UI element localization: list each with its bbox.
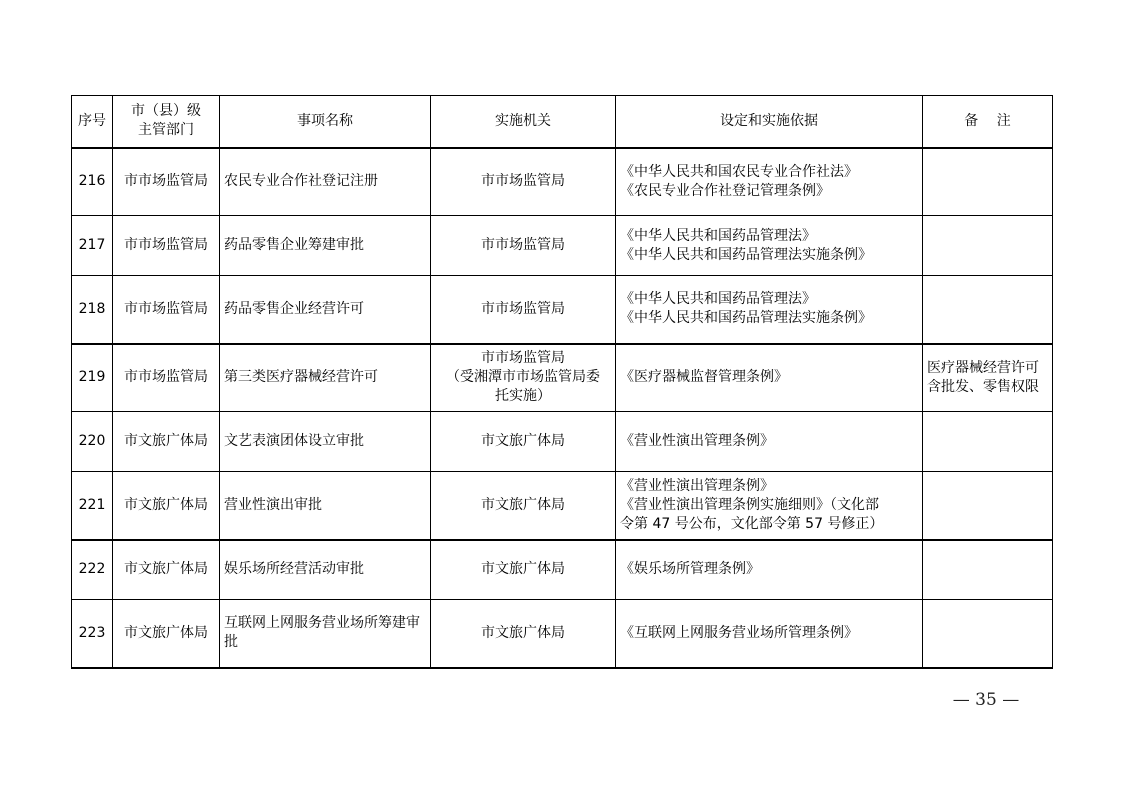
basis-line: 《医疗器械监督管理条例》 — [620, 369, 788, 386]
authority-line: 市文旅广体局 — [481, 496, 565, 513]
cell-dept: 市市场监管局 — [113, 276, 220, 344]
cell-authority — [431, 276, 616, 344]
header-dept — [113, 96, 220, 148]
cell-item: 药品零售企业筹建审批 — [220, 216, 431, 276]
cell-authority — [431, 540, 616, 600]
cell-remark — [923, 600, 1053, 668]
cell-seq: 218 — [72, 276, 113, 344]
basis-line: 《中华人民共和国药品管理法》 — [620, 227, 816, 244]
table-row — [72, 216, 1053, 276]
authority-line: 市文旅广体局 — [481, 624, 565, 641]
basis-line: 令第 47 号公布，文化部令第 57 号修正） — [620, 515, 884, 532]
cell-authority — [431, 472, 616, 540]
cell-item: 农民专业合作社登记注册 — [220, 148, 431, 216]
cell-authority — [431, 216, 616, 276]
cell-authority — [431, 344, 616, 412]
header-seq: 序号 — [72, 96, 113, 148]
cell-dept: 市文旅广体局 — [113, 412, 220, 472]
cell-remark — [923, 540, 1053, 600]
cell-remark — [923, 276, 1053, 344]
authority-line: 市文旅广体局 — [481, 433, 565, 449]
cell-seq: 217 — [72, 216, 113, 276]
cell-item: 娱乐场所经营活动审批 — [220, 540, 431, 600]
basis-line: 《中华人民共和国农民专业合作社法》 — [620, 163, 858, 180]
table-row — [72, 540, 1053, 600]
cell-seq: 216 — [72, 148, 113, 216]
cell-remark — [923, 148, 1053, 216]
table-row — [72, 472, 1053, 540]
table-row — [72, 276, 1053, 344]
authority-line: 市市场监管局 — [481, 300, 565, 317]
cell-basis — [616, 600, 923, 668]
header-item: 事项名称 — [220, 96, 431, 148]
cell-dept: 市市场监管局 — [113, 148, 220, 216]
cell-dept: 市文旅广体局 — [113, 600, 220, 668]
header-remark: 备 注 — [923, 96, 1053, 148]
cell-basis — [616, 344, 923, 412]
cell-basis — [616, 216, 923, 276]
cell-dept: 市市场监管局 — [113, 216, 220, 276]
basis-line: 《营业性演出管理条例》 — [620, 433, 774, 449]
cell-dept: 市文旅广体局 — [113, 472, 220, 540]
cell-item: 药品零售企业经营许可 — [220, 276, 431, 344]
cell-remark — [923, 216, 1053, 276]
cell-item: 营业性演出审批 — [220, 472, 431, 540]
cell-item: 互联网上网服务营业场所筹建审批 — [220, 600, 431, 668]
cell-authority — [431, 600, 616, 668]
authority-line: （受湘潭市市场监管局委 — [446, 369, 600, 386]
basis-line: 《农民专业合作社登记管理条例》 — [620, 182, 830, 199]
cell-seq: 219 — [72, 344, 113, 412]
cell-seq: 222 — [72, 540, 113, 600]
basis-line: 《中华人民共和国药品管理法实施条例》 — [620, 246, 872, 263]
cell-dept: 市市场监管局 — [113, 344, 220, 412]
header-authority: 实施机关 — [431, 96, 616, 148]
cell-remark: 医疗器械经营许可含批发、零售权限 — [923, 344, 1053, 412]
header-dept-line2: 主管部门 — [138, 122, 194, 139]
authority-line: 市市场监管局 — [481, 237, 565, 253]
cell-remark — [923, 412, 1053, 472]
basis-line: 《娱乐场所管理条例》 — [620, 561, 760, 578]
cell-authority — [431, 148, 616, 216]
approval-items-table — [71, 95, 1053, 669]
cell-authority — [431, 412, 616, 472]
cell-basis — [616, 472, 923, 540]
cell-seq: 220 — [72, 412, 113, 472]
cell-basis — [616, 276, 923, 344]
table-row — [72, 600, 1053, 668]
cell-basis — [616, 412, 923, 472]
header-basis: 设定和实施依据 — [616, 96, 923, 148]
basis-line: 《营业性演出管理条例》 — [620, 477, 774, 494]
cell-basis — [616, 540, 923, 600]
cell-seq: 223 — [72, 600, 113, 668]
authority-line: 市市场监管局 — [481, 350, 565, 367]
table-header-row — [72, 96, 1053, 148]
cell-remark — [923, 472, 1053, 540]
basis-line: 《中华人民共和国药品管理法》 — [620, 291, 816, 308]
cell-item: 第三类医疗器械经营许可 — [220, 344, 431, 412]
authority-line: 市文旅广体局 — [481, 561, 565, 578]
table-row — [72, 148, 1053, 216]
basis-line: 《互联网上网服务营业场所管理条例》 — [620, 624, 858, 641]
basis-line: 《营业性演出管理条例实施细则》（文化部 — [620, 496, 879, 513]
table-row — [72, 412, 1053, 472]
table-row — [72, 344, 1053, 412]
authority-line: 托实施） — [495, 388, 551, 405]
cell-basis — [616, 148, 923, 216]
cell-seq: 221 — [72, 472, 113, 540]
authority-line: 市市场监管局 — [481, 173, 565, 190]
page-number: — 35 — — [952, 690, 1020, 710]
header-dept-line1: 市（县）级 — [131, 103, 201, 120]
cell-item: 文艺表演团体设立审批 — [220, 412, 431, 472]
cell-dept: 市文旅广体局 — [113, 540, 220, 600]
basis-line: 《中华人民共和国药品管理法实施条例》 — [620, 310, 872, 327]
